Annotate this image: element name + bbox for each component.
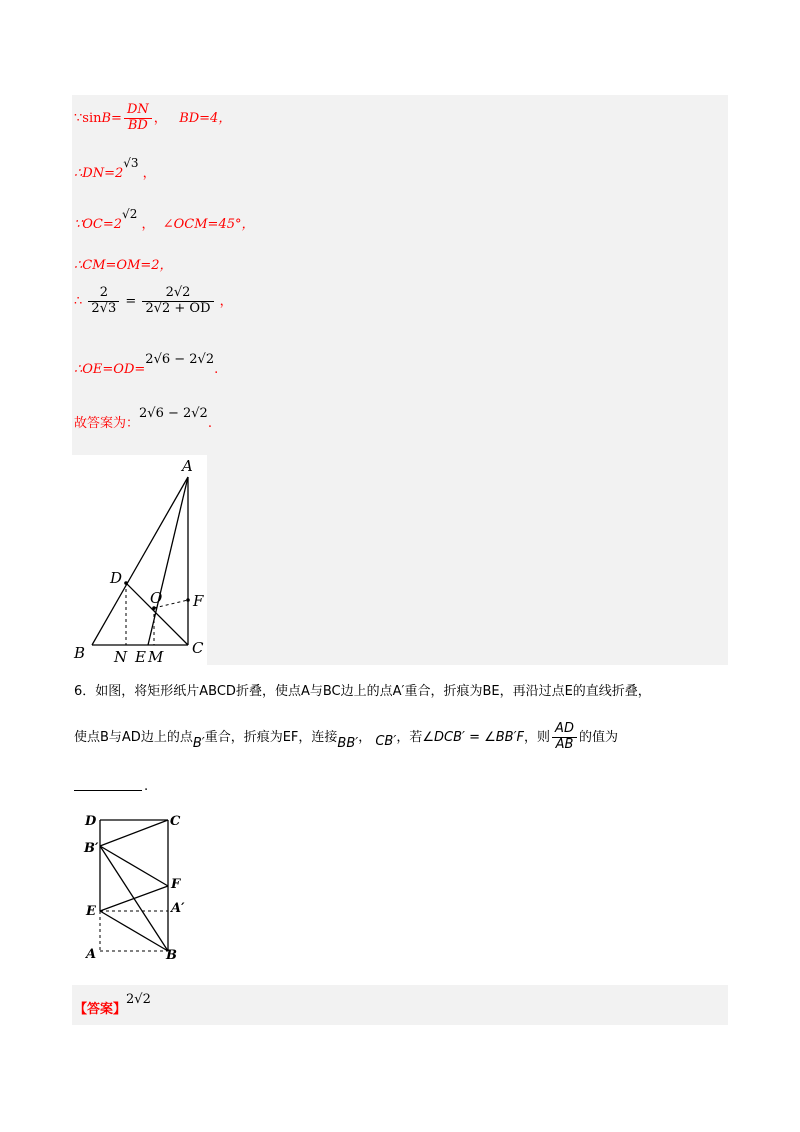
period: . [144, 779, 149, 794]
point-d [124, 581, 128, 585]
label-c: C [192, 639, 204, 657]
therefore-symbol: ∴ [74, 293, 83, 309]
sqrt-2: √2 [122, 207, 138, 221]
answer-block [72, 985, 728, 1025]
segment-b1f [100, 846, 168, 886]
label-b-prime: B′ [84, 841, 99, 856]
solution-line-6 [74, 352, 219, 377]
answer-label: 【答案】 [74, 1002, 127, 1017]
label-c: C [170, 814, 181, 829]
question-text-2c: 重合，折痕为EF，连接 [204, 729, 338, 745]
solution-line-5 [74, 286, 233, 317]
segment-ef [100, 886, 168, 911]
period: . [214, 362, 219, 377]
label-a: A [182, 457, 193, 475]
label-a: A [86, 947, 97, 962]
answer-blank[interactable] [74, 782, 142, 791]
equals: = [125, 293, 137, 309]
cm-om-text: ∴CM=OM=2， [74, 258, 173, 273]
solution-line-1 [74, 103, 231, 134]
answer-lead-text: 故答案为： [74, 416, 140, 431]
point-b-prime: B′ [192, 735, 205, 751]
label-b: B [166, 948, 177, 963]
fraction-ad-ab [552, 722, 577, 753]
fraction-rhs [142, 286, 213, 317]
fraction-lhs [88, 286, 119, 317]
question-line-2 [74, 722, 618, 753]
fraction-numerator: AD [552, 722, 577, 738]
answer-expression: 2√6 − 2√2 [139, 406, 208, 421]
rhs-denominator: 2√2 + OD [145, 300, 211, 316]
oc-value-text: ∵OC=2 [74, 217, 123, 232]
comma: ， [358, 729, 372, 745]
question-line-1 [74, 680, 651, 699]
angle-ocm: ∠OCM=45°， [162, 217, 255, 232]
label-a-prime: A′ [171, 901, 185, 916]
solution-line-7 [74, 406, 212, 431]
equals: = [111, 110, 122, 126]
blank-period [144, 779, 148, 794]
label-n: N [114, 648, 128, 665]
figure-rectangle-fold [80, 808, 190, 968]
label-o: O [150, 589, 163, 607]
since-symbol: ∵sin [74, 110, 102, 126]
oe-od-text: ∴OE=OD= [74, 362, 146, 377]
comma: ， [142, 166, 156, 181]
label-b: B [74, 644, 86, 662]
segment-bb-prime: BB′ [337, 735, 359, 751]
segment-eb [100, 911, 168, 951]
question-text-2g: ，若 [396, 729, 423, 745]
fraction-denominator: AB [555, 736, 574, 752]
point-f [186, 598, 190, 602]
comma: ， [141, 217, 155, 232]
figure-triangle [72, 455, 207, 665]
question-text-1: 6．如图，将矩形纸片ABCD折叠，使点A与BC边上的点A′重合，折痕为BE，再沿过点E的直线折叠， [74, 684, 651, 699]
given-bd: BD=4， [179, 110, 232, 126]
label-f: F [193, 592, 204, 610]
solution-line-2 [74, 156, 156, 181]
label-d: D [110, 569, 123, 587]
comma: ， [219, 293, 233, 309]
question-text-2j: 的值为 [578, 729, 618, 745]
answer-line [74, 992, 151, 1017]
question-text-2i: ，则 [524, 729, 551, 745]
angle-equation: ∠DCB′ = ∠BB′F [422, 729, 525, 745]
fraction-denominator: BD [127, 117, 148, 133]
question-text-2a: 使点B与AD边上的点 [74, 729, 193, 745]
segment-cb-prime: CB′ [375, 733, 397, 749]
period: . [207, 416, 212, 431]
separator: ， [153, 110, 167, 126]
label-f: F [171, 877, 181, 892]
lhs-denominator: 2√3 [91, 300, 117, 316]
label-e: E [135, 648, 146, 665]
rhs-numerator: 2√2 [142, 286, 213, 302]
oe-expression: 2√6 − 2√2 [145, 352, 215, 367]
lhs-numerator: 2 [88, 286, 119, 302]
label-m: M [148, 648, 164, 665]
segment-ba [92, 477, 188, 645]
fraction-numerator: DN [124, 103, 152, 119]
label-e: E [86, 904, 96, 919]
solution-line-3 [74, 207, 255, 232]
solution-line-4 [74, 254, 173, 273]
segment-b1c [100, 820, 168, 846]
var-B: B [101, 110, 112, 126]
sqrt-3: √3 [123, 156, 139, 170]
dn-value-text: ∴DN=2 [74, 166, 124, 181]
segment-ae [148, 477, 188, 645]
label-d: D [85, 814, 97, 829]
fraction-dn-bd [124, 103, 152, 134]
answer-value: 2√2 [126, 992, 151, 1007]
